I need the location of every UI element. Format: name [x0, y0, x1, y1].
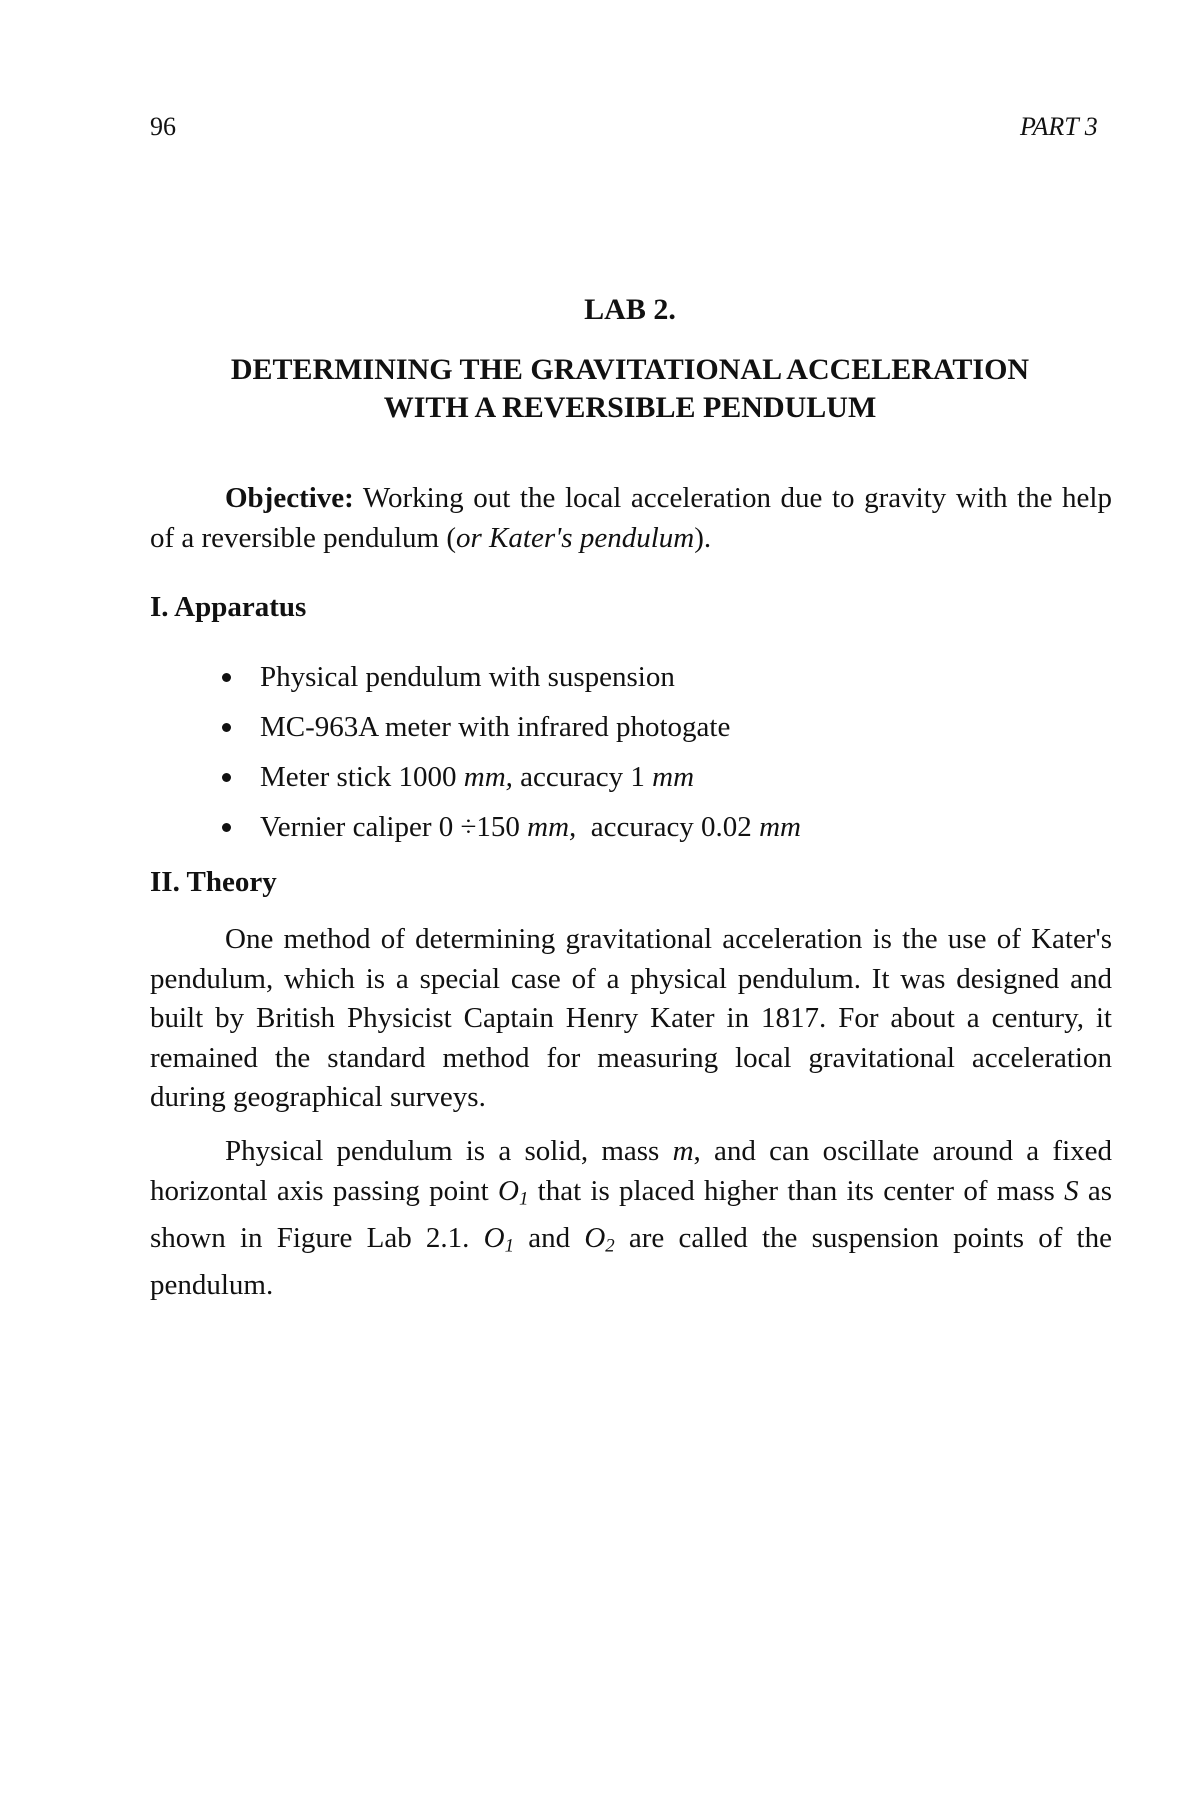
objective-paragraph [150, 479, 1112, 558]
list-item: Meter stick 1000 mm, accuracy 1 mm [222, 752, 801, 802]
page-title [150, 351, 1110, 427]
list-item: MC-963A meter with infrared photogate [222, 702, 801, 752]
objective-italic: or Kater's pendulum [456, 521, 695, 554]
theory-paragraph-2: Physical pendulum is a solid, mass m, and can oscillate around a fixed horizontal axis passing point $O_1$ that is placed higher than its center of mass S as shown in Figure Lab 2.1. $O_1$ and $O_2$ are called the suspension points of the pendulum. [150, 1135, 1112, 1301]
apparatus-list [222, 652, 801, 852]
bullet-icon [222, 723, 231, 732]
page-number: 96 [150, 112, 176, 141]
objective-label: Objective: [225, 482, 354, 514]
running-header: PART 3 [1020, 112, 1098, 141]
bullet-icon [222, 823, 231, 832]
objective-close: ). [694, 521, 712, 554]
apparatus-heading: I. Apparatus [150, 591, 307, 623]
theory-heading: II. Theory [150, 866, 277, 898]
title-line-2: WITH A REVERSIBLE PENDULUM [383, 391, 877, 424]
list-item: Physical pendulum with suspension [222, 652, 801, 702]
bullet-icon [222, 673, 231, 682]
bullet-icon [222, 773, 231, 782]
list-item: Vernier caliper 0 ÷150 mm, accuracy 0.02 mm [222, 802, 801, 852]
theory-paragraph-1: One method of determining gravitational acceleration is the use of Kater's pendulum, which is a special case of a physical pendulum. It was designed and built by British Physicist Captain Henry Kater in 1817. For about a century, it remained the standard method for measuring local gravitational acceleration during geographical surveys. [150, 923, 1112, 1113]
objective-text: Working out the local acceleration due to gravity with the help of a reversible pendulum ( [150, 482, 1112, 554]
title-line-1: DETERMINING THE GRAVITATIONAL ACCELERATION [230, 353, 1030, 386]
lab-title: LAB 2. [584, 293, 676, 326]
